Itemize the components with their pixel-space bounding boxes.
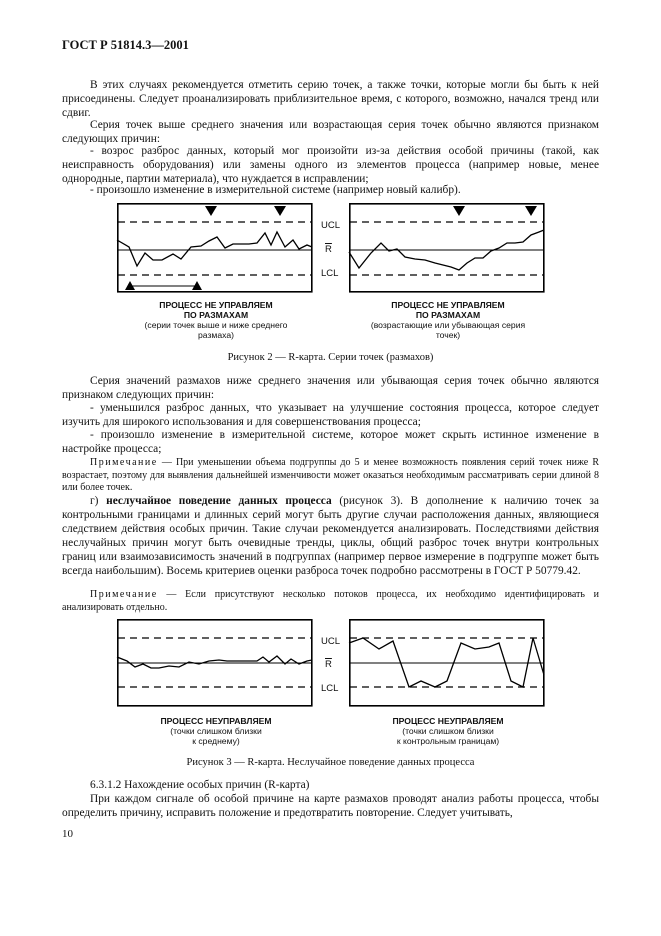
note-2-text: — Если присутствуют несколько потоков процесса, их необходимо идентифицировать и анализировать отдельно. [62,589,600,613]
figure2-right-chart [349,203,545,293]
fig2-right-label [350,300,546,340]
figure3-caption: Рисунок 3 — R-карта. Неслучайное поведение данных процесса [186,757,475,768]
fig2-right-title2: ПО РАЗМАХАМ [415,310,481,320]
note-1-label: Примечание [90,457,158,468]
paragraph-4-text: (рисунок 3). В дополнение к наличию точек за контрольными границами и длинных серий могут быть другие случаи расположения данных, являющиеся следствием действия особых причин. Такие случаи рекомендуется анализировать. Последствиями действия неслучайных причин могут быть очевидные тренды, циклы, общий разброс точек внутри контрольных границ или взаимозависимость значений в подгруппах (например первое измерение в подгруппе может быть всегда наибольшим). Восемь критериев оценки разброса точек подробно рассмотрены в ГОСТ Р 50779.42. [62,495,599,577]
note-2-label: Примечание [90,589,158,600]
paragraph-4-lead: г) [90,495,99,507]
paragraph-1: В этих случаях рекомендуется отметить серию точек, а также точки, которые могли бы быть к ней присоединены. Следует проанализировать приблизительное время, с которого, возможно, начался тренд или сдвиг. [62,79,599,119]
fig2-ucl-label: UCL [321,220,341,231]
fig2-left-label [118,300,314,340]
fig3-right-sub1: (точки слишком близки [402,726,494,736]
fig3-right-label [350,716,546,746]
section-heading: 6.3.1.2 Нахождение особых причин (R-карта) [90,779,310,791]
fig2-right-sub: (возрастающие или убывающая серия точек) [370,320,526,340]
figure3-left-chart [117,619,313,707]
paragraph-3-bullet-2: - произошло изменение в измерительной системе, которое может скрыть истинное изменение в настройке процесса; [62,429,599,455]
paragraph-4 [62,494,599,578]
fig2-right-title: ПРОЦЕСС НЕ УПРАВЛЯЕМ [391,300,505,310]
fig3-left-sub2: к среднему) [192,736,240,746]
paragraph-2-bullet-1: - возрос разброс данных, который мог произойти из-за действия особой причины (такой, как неисправность оборудования) или замены одного из элементов процесса (например новые, менее однородные, партии материала), что нуждается в исправлении; [62,145,599,185]
paragraph-2-bullet-2: - произошло изменение в измерительной системе (например новый калибр). [90,184,461,196]
fig3-rbar-label: $\overline{R}$ [325,659,332,670]
fig2-left-title: ПРОЦЕСС НЕ УПРАВЛЯЕМ [159,300,273,310]
document-header: ГОСТ Р 51814.3—2001 [62,38,189,52]
fig3-right-title: ПРОЦЕСС НЕУПРАВЛЯЕМ [392,716,504,726]
fig3-right-sub2: к контрольным границам) [396,736,500,746]
fig2-left-title2: ПО РАЗМАХАМ [183,310,249,320]
note-1-text: — При уменьшении объема подгруппы до 5 и менее возможность появления серий точек ниже R возрастает, поэтому для выявления дальнейшей изменчивости может оказаться необходимым рассматривать серии длиной 8 или более точек. [62,457,599,493]
fig2-lcl-label: LCL [321,268,339,279]
figure2-caption: Рисунок 2 — R-карта. Серии точек (размахов) [227,352,434,363]
note-1 [62,457,599,495]
figure2-left-chart [117,203,313,293]
fig3-left-label [118,716,314,746]
fig2-rbar-label: $\overline{R}$ [325,244,332,255]
note-2 [62,589,599,614]
fig3-left-sub1: (точки слишком близки [170,726,262,736]
fig3-ucl-label: UCL [321,636,341,647]
paragraph-3-bullet-1: - уменьшился разброс данных, что указывает на улучшение состояния процесса, которое следует изучить для широкого использования и для совершенствования процесса; [62,402,599,428]
paragraph-5: При каждом сигнале об особой причине на карте размахов проводят анализ работы процесса, чтобы определить причину, исправить положение и предотвратить повторение. Следует учитывать, [62,793,599,819]
figure3-right-chart [349,619,545,707]
page-number: 10 [62,828,73,840]
fig2-left-sub: (серии точек выше и ниже среднего размаха) [144,320,288,340]
paragraph-2: Серия точек выше среднего значения или возрастающая серия точек обычно являются признаком следующих причин: [62,119,599,145]
paragraph-4-bold: неслучайное поведение данных процесса [106,495,332,507]
paragraph-3: Серия значений размахов ниже среднего значения или убывающая серия точек обычно являются признаком следующих причин: [62,375,599,401]
fig3-lcl-label: LCL [321,683,339,694]
fig3-left-title: ПРОЦЕСС НЕУПРАВЛЯЕМ [160,716,272,726]
